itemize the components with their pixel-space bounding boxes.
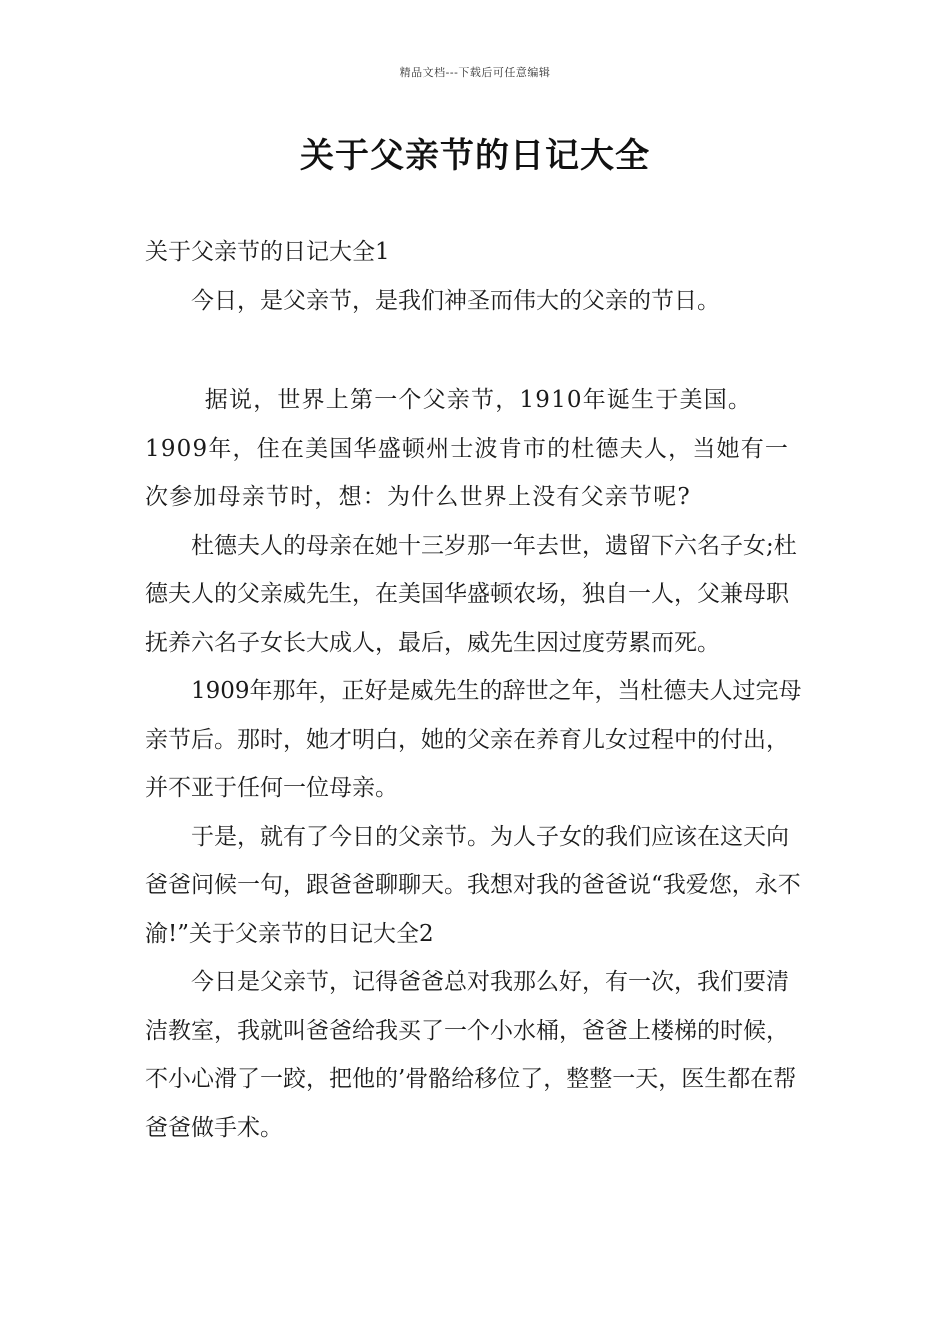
- paragraph-1909: 1909年那年，正好是威先生的辞世之年，当杜德夫人过完母亲节后。那时，她才明白，她的父亲在养育儿女过程中的付出，并不亚于任何一位母亲。: [145, 678, 802, 801]
- paragraph-diary-2: 今日是父亲节，记得爸爸总对我那么好，有一次，我们要清洁教室，我就叫爸爸给我买了一个小水桶，爸爸上楼梯的时候，不小心滑了一跤，把他的’骨骼给移位了，整整一天，医生都在帮爸爸做手术。: [145, 969, 797, 1141]
- paragraph-intro: 今日，是父亲节，是我们神圣而伟大的父亲的节日。: [191, 287, 720, 314]
- section-heading-1: 关于父亲节的日记大全1: [145, 239, 390, 265]
- main-text-block: [145, 376, 810, 1152]
- paragraph-origin: 据说，世界上第一个父亲节，1910年诞生于美国。1909年，住在美国华盛顿州士波肯市的杜德夫人，当她有一次参加母亲节时，想：为什么世界上没有父亲节呢?: [145, 387, 790, 510]
- paragraph-conclusion: 于是，就有了今日的父亲节。为人子女的我们应该在这天向爸爸问候一句，跟爸爸聊聊天。我想对我的爸爸说“我爱您，永不渝!”关于父亲节的日记大全2: [145, 823, 801, 947]
- intro-block: [145, 228, 810, 325]
- header-note: 精品文档---下载后可任意编辑: [399, 66, 551, 79]
- document-title: 关于父亲节的日记大全: [300, 136, 650, 176]
- paragraph-dodd-family: 杜德夫人的母亲在她十三岁那一年去世，遗留下六名子女;杜德夫人的父亲威先生，在美国华盛顿农场，独自一人，父兼母职抚养六名子女长大成人，最后，威先生因过度劳累而死。: [145, 532, 797, 656]
